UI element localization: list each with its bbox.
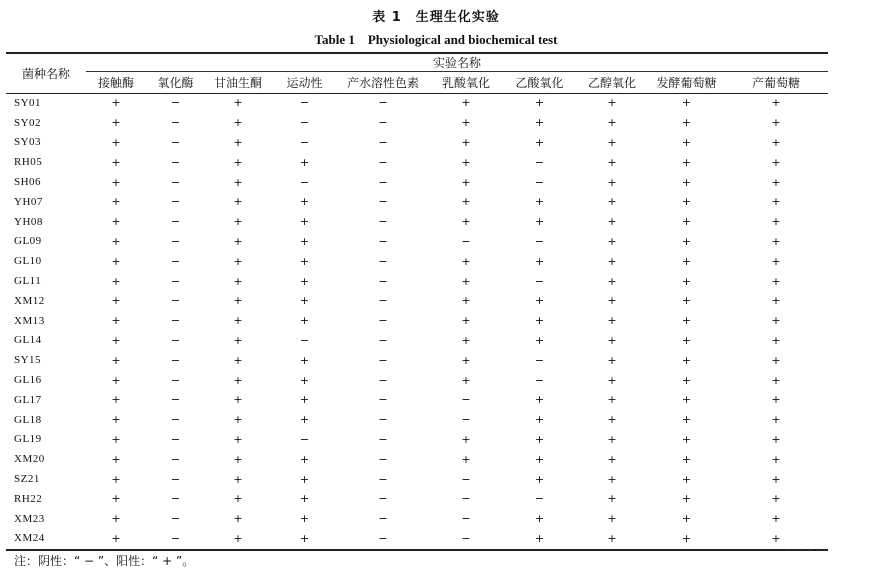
group-header-test-name: 实验名称	[433, 56, 482, 70]
table-row	[6, 251, 828, 271]
result-cell: −	[170, 353, 181, 367]
result-cell: +	[534, 393, 545, 407]
table-row	[6, 113, 828, 133]
result-cell: −	[299, 96, 310, 110]
result-cell: +	[233, 472, 243, 486]
result-cell: +	[607, 353, 617, 367]
result-cell: +	[534, 215, 545, 229]
strain-name-cell: SY02	[14, 116, 42, 129]
result-cell: +	[607, 195, 617, 209]
result-cell: +	[111, 531, 121, 545]
result-cell: +	[299, 155, 310, 169]
result-cell: −	[170, 413, 181, 427]
table-row	[6, 370, 828, 390]
result-cell: −	[378, 96, 388, 110]
result-cell: +	[461, 96, 471, 110]
result-cell: +	[607, 274, 617, 288]
result-cell: +	[534, 333, 545, 347]
result-cell: +	[233, 155, 243, 169]
result-cell: −	[299, 116, 310, 130]
table-row	[6, 390, 828, 410]
result-cell: +	[771, 234, 781, 248]
result-cell: +	[681, 195, 692, 209]
result-cell: +	[771, 492, 781, 506]
result-cell: +	[299, 492, 310, 506]
result-cell: +	[771, 215, 781, 229]
result-cell: +	[111, 155, 121, 169]
result-cell: +	[681, 512, 692, 526]
result-cell: +	[607, 175, 617, 189]
result-cell: +	[461, 215, 471, 229]
result-cell: −	[461, 531, 471, 545]
result-cell: +	[681, 531, 692, 545]
result-cell: +	[771, 96, 781, 110]
result-cell: −	[170, 155, 181, 169]
result-cell: +	[299, 452, 310, 466]
result-cell: +	[233, 512, 243, 526]
result-cell: −	[378, 472, 388, 486]
result-cell: +	[111, 353, 121, 367]
table-row	[6, 291, 828, 311]
result-cell: −	[378, 234, 388, 248]
result-cell: +	[111, 135, 121, 149]
result-cell: +	[607, 413, 617, 427]
table-row	[6, 172, 828, 192]
result-cell: +	[461, 432, 471, 446]
result-cell: +	[681, 175, 692, 189]
corner-mark: - - - - - -	[786, 546, 828, 555]
result-cell: +	[111, 452, 121, 466]
result-cell: −	[461, 492, 471, 506]
result-cell: −	[378, 314, 388, 328]
result-cell: −	[378, 393, 388, 407]
result-cell: +	[534, 531, 545, 545]
result-cell: +	[299, 413, 310, 427]
strain-name-cell: SY03	[14, 136, 42, 149]
result-cell: +	[461, 155, 471, 169]
table-row	[6, 449, 828, 469]
result-cell: +	[607, 512, 617, 526]
result-cell: +	[681, 135, 692, 149]
result-cell: −	[378, 274, 388, 288]
result-cell: −	[170, 294, 181, 308]
result-cell: +	[771, 175, 781, 189]
column-header: 氧化酶	[157, 75, 194, 90]
strain-name-cell: GL11	[14, 275, 42, 288]
result-cell: −	[170, 254, 181, 268]
result-cell: +	[461, 314, 471, 328]
column-header: 产葡萄糖	[752, 75, 801, 90]
result-cell: −	[378, 512, 388, 526]
result-cell: +	[771, 432, 781, 446]
column-header: 接触酶	[97, 75, 134, 90]
result-cell: +	[534, 96, 545, 110]
result-cell: −	[299, 432, 310, 446]
result-cell: −	[461, 234, 471, 248]
result-cell: +	[233, 234, 243, 248]
strain-name-cell: YH08	[14, 215, 43, 228]
result-cell: −	[378, 452, 388, 466]
result-cell: −	[170, 373, 181, 387]
result-cell: +	[771, 294, 781, 308]
result-cell: +	[681, 393, 692, 407]
table-row	[6, 152, 828, 172]
result-cell: +	[681, 492, 692, 506]
result-cell: +	[299, 531, 310, 545]
result-cell: +	[681, 373, 692, 387]
result-cell: +	[607, 155, 617, 169]
result-cell: −	[170, 393, 181, 407]
result-cell: +	[534, 472, 545, 486]
result-cell: +	[534, 116, 545, 130]
result-cell: −	[534, 353, 545, 367]
table-row	[6, 489, 828, 509]
result-cell: +	[233, 274, 243, 288]
result-cell: +	[681, 353, 692, 367]
result-cell: +	[233, 452, 243, 466]
result-cell: +	[771, 452, 781, 466]
table-row	[6, 192, 828, 212]
column-header: 乳酸氧化	[441, 75, 490, 90]
result-cell: +	[534, 135, 545, 149]
result-cell: +	[111, 472, 121, 486]
result-cell: +	[607, 116, 617, 130]
result-cell: +	[299, 373, 310, 387]
result-cell: −	[461, 413, 471, 427]
result-cell: −	[378, 531, 388, 545]
result-cell: −	[170, 274, 181, 288]
strain-name-cell: GL18	[14, 413, 42, 426]
result-cell: +	[111, 294, 121, 308]
result-cell: +	[299, 195, 310, 209]
result-cell: −	[170, 135, 181, 149]
table-row	[6, 469, 828, 489]
result-cell: −	[170, 492, 181, 506]
strain-name-cell: RH05	[14, 156, 43, 169]
result-cell: −	[378, 155, 388, 169]
result-cell: +	[771, 512, 781, 526]
result-cell: −	[378, 413, 388, 427]
result-cell: +	[111, 234, 121, 248]
result-cell: +	[771, 274, 781, 288]
result-cell: −	[378, 215, 388, 229]
result-cell: +	[111, 116, 121, 130]
result-cell: +	[534, 512, 545, 526]
result-cell: −	[170, 512, 181, 526]
result-cell: +	[607, 373, 617, 387]
strain-name-cell: XM23	[14, 512, 45, 525]
result-cell: +	[681, 116, 692, 130]
result-cell: +	[681, 413, 692, 427]
result-cell: +	[534, 452, 545, 466]
result-cell: +	[534, 254, 545, 268]
table-row	[6, 509, 828, 529]
result-cell: −	[378, 195, 388, 209]
result-cell: +	[771, 413, 781, 427]
strain-name-cell: XM24	[14, 532, 45, 545]
result-cell: −	[378, 353, 388, 367]
result-cell: +	[607, 333, 617, 347]
result-cell: −	[534, 274, 545, 288]
result-cell: +	[461, 254, 471, 268]
result-cell: +	[461, 353, 471, 367]
result-cell: −	[378, 333, 388, 347]
result-cell: −	[534, 234, 545, 248]
result-cell: −	[170, 175, 181, 189]
strain-name-cell: GL14	[14, 334, 42, 347]
table-row	[6, 311, 828, 331]
table-row	[6, 93, 828, 113]
result-cell: +	[299, 472, 310, 486]
result-cell: +	[299, 254, 310, 268]
result-cell: +	[461, 195, 471, 209]
result-cell: +	[111, 492, 121, 506]
result-cell: +	[607, 472, 617, 486]
result-cell: +	[681, 333, 692, 347]
column-header: 发酵葡萄糖	[656, 75, 717, 90]
table-row	[6, 529, 828, 549]
result-cell: +	[771, 116, 781, 130]
result-cell: +	[607, 432, 617, 446]
result-cell: +	[233, 333, 243, 347]
strain-name-cell: SH06	[14, 176, 42, 189]
result-cell: +	[681, 96, 692, 110]
result-cell: −	[461, 393, 471, 407]
result-cell: −	[378, 432, 388, 446]
result-cell: −	[170, 195, 181, 209]
result-cell: −	[378, 254, 388, 268]
result-cell: +	[771, 393, 781, 407]
result-cell: +	[299, 314, 310, 328]
table-body	[6, 93, 828, 548]
result-cell: +	[111, 314, 121, 328]
physiological-test-table	[6, 54, 828, 548]
result-cell: +	[607, 254, 617, 268]
result-cell: +	[607, 531, 617, 545]
row-header-strain-name: 菌种名称	[21, 67, 70, 81]
column-header: 乙酸氧化	[515, 75, 564, 90]
result-cell: +	[461, 333, 471, 347]
result-cell: +	[681, 234, 692, 248]
result-cell: +	[681, 314, 692, 328]
result-cell: −	[534, 492, 545, 506]
result-cell: +	[299, 512, 310, 526]
result-cell: −	[170, 314, 181, 328]
table-row	[6, 133, 828, 153]
result-cell: −	[170, 472, 181, 486]
result-cell: +	[299, 353, 310, 367]
result-cell: +	[111, 274, 121, 288]
result-cell: +	[681, 215, 692, 229]
result-cell: +	[111, 195, 121, 209]
result-cell: +	[681, 452, 692, 466]
result-cell: +	[111, 175, 121, 189]
strain-name-cell: GL17	[14, 393, 42, 406]
strain-name-cell: SY15	[14, 354, 42, 367]
column-header-row	[6, 71, 828, 93]
table-footnote: 注：阴性：“ − ”、阳性：“ + ”。	[14, 554, 195, 568]
strain-name-cell: YH07	[14, 195, 43, 208]
result-cell: +	[233, 314, 243, 328]
result-cell: +	[534, 195, 545, 209]
table-title-english: Table 1 Physiological and biochemical test	[314, 32, 558, 47]
strain-name-cell: XM12	[14, 294, 45, 307]
strain-name-cell: XM13	[14, 314, 45, 327]
result-cell: −	[299, 333, 310, 347]
result-cell: +	[233, 96, 243, 110]
result-cell: +	[461, 373, 471, 387]
result-cell: +	[607, 294, 617, 308]
table-title-chinese: 表 1 生理生化实验	[372, 10, 500, 25]
result-cell: +	[771, 472, 781, 486]
strain-name-cell: GL19	[14, 433, 42, 446]
result-cell: −	[378, 175, 388, 189]
result-cell: +	[607, 135, 617, 149]
strain-name-cell: SZ21	[14, 473, 40, 486]
result-cell: +	[681, 155, 692, 169]
result-cell: −	[299, 175, 310, 189]
result-cell: +	[607, 96, 617, 110]
result-cell: +	[607, 215, 617, 229]
result-cell: +	[233, 195, 243, 209]
result-cell: −	[170, 333, 181, 347]
result-cell: +	[681, 432, 692, 446]
result-cell: +	[111, 333, 121, 347]
table-row	[6, 410, 828, 430]
result-cell: +	[299, 294, 310, 308]
result-cell: +	[299, 234, 310, 248]
result-cell: +	[461, 116, 471, 130]
column-header: 甘油生酮	[213, 75, 262, 90]
result-cell: +	[233, 254, 243, 268]
result-cell: +	[771, 373, 781, 387]
table-row	[6, 232, 828, 252]
strain-name-cell: GL16	[14, 374, 42, 387]
result-cell: +	[299, 215, 310, 229]
result-cell: −	[461, 472, 471, 486]
result-cell: +	[681, 294, 692, 308]
result-cell: +	[461, 135, 471, 149]
result-cell: +	[771, 314, 781, 328]
table-row	[6, 271, 828, 291]
result-cell: +	[681, 472, 692, 486]
result-cell: +	[233, 531, 243, 545]
result-cell: +	[534, 314, 545, 328]
result-cell: +	[233, 175, 243, 189]
result-cell: +	[771, 531, 781, 545]
column-header: 产水溶性色素	[346, 75, 419, 90]
result-cell: +	[771, 353, 781, 367]
result-cell: −	[378, 373, 388, 387]
table-row	[6, 350, 828, 370]
result-cell: +	[607, 492, 617, 506]
result-cell: −	[378, 492, 388, 506]
result-cell: +	[233, 393, 243, 407]
result-cell: −	[534, 175, 545, 189]
result-cell: +	[607, 314, 617, 328]
result-cell: +	[233, 373, 243, 387]
result-cell: +	[111, 393, 121, 407]
result-cell: +	[233, 135, 243, 149]
result-cell: −	[299, 135, 310, 149]
result-cell: −	[378, 116, 388, 130]
result-cell: +	[299, 274, 310, 288]
result-cell: +	[111, 254, 121, 268]
result-cell: +	[233, 116, 243, 130]
result-cell: −	[461, 512, 471, 526]
result-cell: +	[534, 432, 545, 446]
result-cell: −	[378, 294, 388, 308]
result-cell: +	[771, 254, 781, 268]
result-cell: −	[534, 373, 545, 387]
result-cell: +	[233, 294, 243, 308]
bottom-rule	[6, 549, 828, 551]
result-cell: +	[534, 294, 545, 308]
result-cell: +	[111, 373, 121, 387]
result-cell: −	[170, 215, 181, 229]
result-cell: +	[681, 274, 692, 288]
table-row	[6, 212, 828, 232]
result-cell: +	[111, 512, 121, 526]
result-cell: +	[111, 215, 121, 229]
strain-name-cell: RH22	[14, 492, 43, 505]
result-cell: +	[771, 135, 781, 149]
strain-name-cell: GL09	[14, 235, 42, 248]
strain-name-cell: GL10	[14, 255, 42, 268]
result-cell: +	[771, 155, 781, 169]
result-cell: +	[771, 333, 781, 347]
result-cell: +	[771, 195, 781, 209]
result-cell: −	[170, 432, 181, 446]
column-header: 乙醇氧化	[587, 75, 636, 90]
result-cell: +	[233, 353, 243, 367]
result-cell: −	[170, 116, 181, 130]
result-cell: −	[170, 234, 181, 248]
result-cell: +	[233, 215, 243, 229]
result-cell: +	[607, 234, 617, 248]
result-cell: +	[461, 274, 471, 288]
table-row	[6, 331, 828, 351]
result-cell: +	[111, 413, 121, 427]
result-cell: −	[534, 155, 545, 169]
result-cell: +	[461, 175, 471, 189]
result-cell: +	[233, 492, 243, 506]
result-cell: −	[170, 452, 181, 466]
result-cell: +	[461, 294, 471, 308]
result-cell: −	[378, 135, 388, 149]
table-row	[6, 430, 828, 450]
strain-name-cell: SY01	[14, 96, 42, 109]
result-cell: −	[170, 96, 181, 110]
result-cell: +	[299, 393, 310, 407]
result-cell: +	[607, 393, 617, 407]
result-cell: +	[233, 413, 243, 427]
strain-name-cell: XM20	[14, 453, 45, 466]
result-cell: +	[111, 96, 121, 110]
result-cell: +	[233, 432, 243, 446]
result-cell: +	[111, 432, 121, 446]
result-cell: +	[461, 452, 471, 466]
result-cell: +	[607, 452, 617, 466]
result-cell: +	[534, 413, 545, 427]
result-cell: −	[170, 531, 181, 545]
result-cell: +	[681, 254, 692, 268]
column-header: 运动性	[286, 75, 323, 90]
